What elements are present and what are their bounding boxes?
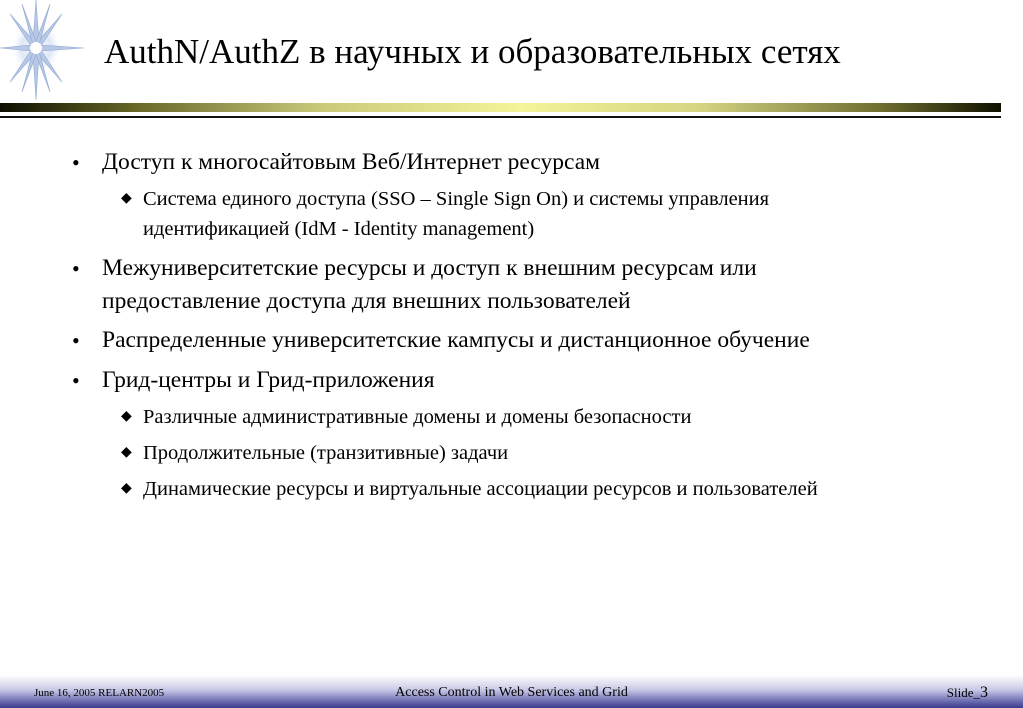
sub-list-item: ◆ Различные административные домены и домены безопасности xyxy=(143,402,1003,432)
list-item: • Распределенные университетские кампусы и дистанционное обучение xyxy=(102,324,982,357)
slide-number: Slide_3 xyxy=(946,684,988,701)
list-item: • Грид-центры и Грид-приложения xyxy=(102,364,982,397)
sub-list-item: ◆ Динамические ресурсы и виртуальные ассоциации ресурсов и пользователей xyxy=(143,474,1003,504)
page-title: AuthN/AuthZ в научных и образовательных сетях xyxy=(104,32,841,71)
footer-date: June 16, 2005 RELARN2005 xyxy=(34,687,165,699)
round-bullet: • xyxy=(72,150,80,175)
slide-footer xyxy=(0,675,1023,708)
diamond-bullet: ◆ xyxy=(121,481,132,496)
sub-list-item: ◆ Система единого доступа (SSO – Single Sign On) и системы управления идентификацией (IdM - Identity management) xyxy=(143,184,1003,244)
round-bullet: • xyxy=(72,256,80,281)
list-item: • Межуниверситетские ресурсы и доступ к внешним ресурсам или предоставление доступа для внешних пользователей xyxy=(102,252,982,318)
round-bullet: • xyxy=(72,328,80,353)
list-item: • Доступ к многосайтовым Веб/Интернет ресурсам xyxy=(102,146,982,179)
round-bullet: • xyxy=(72,368,80,393)
diamond-bullet: ◆ xyxy=(121,409,132,424)
sub-list-item: ◆ Продолжительные (транзитивные) задачи xyxy=(143,438,1003,468)
diamond-bullet: ◆ xyxy=(121,445,132,460)
diamond-bullet: ◆ xyxy=(121,191,132,206)
footer-title: Access Control in Web Services and Grid xyxy=(395,685,628,700)
